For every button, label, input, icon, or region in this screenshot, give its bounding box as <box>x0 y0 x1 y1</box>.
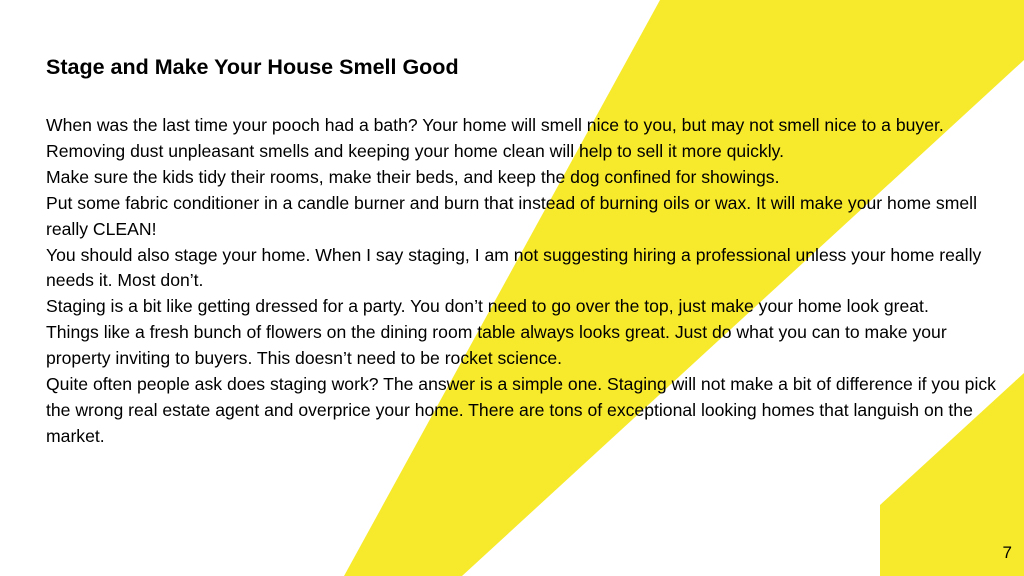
body-paragraph: Make sure the kids tidy their rooms, make their beds, and keep the dog confined for showings. <box>46 166 780 187</box>
slide-body <box>46 113 996 450</box>
body-paragraph: Quite often people ask does staging work? The answer is a simple one. Staging will not make a bit of difference if you pick the wrong real estate agent and overprice your home. There are tons of exceptional looking homes that languish on the market. <box>46 374 996 446</box>
page-number: 7 <box>1002 543 1012 562</box>
body-paragraph: Staging is a bit like getting dressed for a party. You don’t need to go over the top, just make your home look great. <box>46 296 929 317</box>
body-paragraph: You should also stage your home. When I say staging, I am not suggesting hiring a professional unless your home really needs it. Most don’t. <box>46 244 982 291</box>
body-paragraph: When was the last time your pooch had a bath? Your home will smell nice to you, but may not smell nice to a buyer. Removing dust unpleasant smells and keeping your home clean will help to sell it more quickly. <box>46 115 944 161</box>
slide-title: Stage and Make Your House Smell Good <box>46 55 459 79</box>
body-paragraph: Things like a fresh bunch of flowers on the dining room table always looks great. Just do what you can to make your property inviting to buyers. This doesn’t need to be rocket science. <box>46 322 947 369</box>
body-paragraph: Put some fabric conditioner in a candle burner and burn that instead of burning oils or wax. It will make your home smell really CLEAN! <box>46 192 977 239</box>
